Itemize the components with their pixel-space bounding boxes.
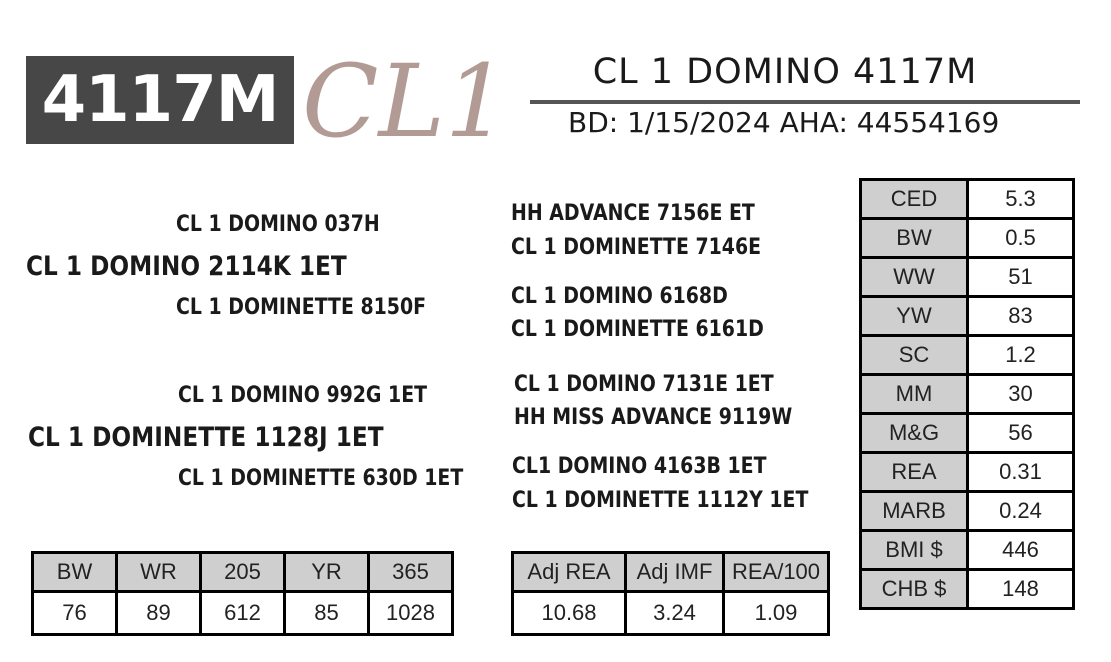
epd-value: 30	[968, 375, 1074, 414]
performance-value-cell: 76	[33, 592, 117, 635]
epd-label: MM	[861, 375, 968, 414]
epd-row	[861, 375, 1074, 414]
performance-header-row	[33, 553, 453, 592]
brand-logo-text: CL1	[302, 43, 509, 160]
carcass-value-row	[513, 592, 829, 635]
pedigree-dsd: HH MISS ADVANCE 9119W	[514, 405, 793, 430]
birth-registration-line: BD: 1/15/2024 AHA: 44554169	[568, 106, 1000, 139]
epd-row	[861, 180, 1074, 219]
epd-row	[861, 531, 1074, 570]
epd-row	[861, 492, 1074, 531]
epd-value: 0.5	[968, 219, 1074, 258]
pedigree-dam-sire: CL 1 DOMINO 992G 1ET	[178, 383, 428, 408]
performance-header-cell: WR	[117, 553, 201, 592]
animal-name: CL 1 DOMINO 4117M	[592, 52, 978, 92]
epd-label: BW	[861, 219, 968, 258]
epd-value: 1.2	[968, 336, 1074, 375]
performance-value-cell: 89	[117, 592, 201, 635]
epd-value: 51	[968, 258, 1074, 297]
carcass-header-cell: Adj IMF	[626, 553, 724, 592]
epd-value: 446	[968, 531, 1074, 570]
epd-row	[861, 336, 1074, 375]
epd-label: CHB $	[861, 570, 968, 609]
epd-label: CED	[861, 180, 968, 219]
pedigree-sire: CL 1 DOMINO 2114K 1ET	[26, 251, 347, 282]
epd-value: 83	[968, 297, 1074, 336]
performance-header-cell: 205	[201, 553, 285, 592]
epd-label: M&G	[861, 414, 968, 453]
epd-label: WW	[861, 258, 968, 297]
performance-header-cell: YR	[285, 553, 369, 592]
performance-table	[31, 551, 454, 636]
epd-value: 5.3	[968, 180, 1074, 219]
pedigree-dam-dam: CL 1 DOMINETTE 630D 1ET	[178, 466, 464, 491]
carcass-value-cell: 3.24	[626, 592, 724, 635]
pedigree-dss: CL 1 DOMINO 7131E 1ET	[514, 372, 774, 397]
header-divider	[530, 100, 1080, 104]
pedigree-sds: CL 1 DOMINO 6168D	[511, 284, 728, 309]
carcass-header-cell: REA/100	[724, 553, 829, 592]
carcass-header-cell: Adj REA	[513, 553, 626, 592]
pedigree-sdd: CL 1 DOMINETTE 6161D	[511, 317, 764, 342]
tag-number-box	[26, 56, 294, 144]
pedigree-dam: CL 1 DOMINETTE 1128J 1ET	[28, 422, 384, 453]
pedigree-ddd: CL 1 DOMINETTE 1112Y 1ET	[512, 488, 809, 513]
tag-number: 4117M	[41, 63, 279, 137]
epd-label: BMI $	[861, 531, 968, 570]
performance-header-cell: BW	[33, 553, 117, 592]
performance-header-cell: 365	[369, 553, 453, 592]
epd-value: 0.24	[968, 492, 1074, 531]
performance-value-cell: 612	[201, 592, 285, 635]
carcass-value-cell: 10.68	[513, 592, 626, 635]
pedigree-sire-sire: CL 1 DOMINO 037H	[176, 212, 380, 237]
epd-value: 0.31	[968, 453, 1074, 492]
performance-value-row	[33, 592, 453, 635]
pedigree-dds: CL1 DOMINO 4163B 1ET	[512, 454, 767, 479]
epd-row	[861, 453, 1074, 492]
pedigree-sire-dam: CL 1 DOMINETTE 8150F	[176, 295, 427, 320]
carcass-header-row	[513, 553, 829, 592]
carcass-table	[511, 551, 830, 636]
epd-row	[861, 570, 1074, 609]
epd-label: MARB	[861, 492, 968, 531]
brand-logo	[296, 30, 536, 160]
pedigree-ssd: CL 1 DOMINETTE 7146E	[511, 235, 762, 260]
epd-label: REA	[861, 453, 968, 492]
performance-value-cell: 85	[285, 592, 369, 635]
epd-value: 148	[968, 570, 1074, 609]
epd-label: SC	[861, 336, 968, 375]
epd-row	[861, 258, 1074, 297]
performance-value-cell: 1028	[369, 592, 453, 635]
epd-table	[859, 178, 1075, 610]
epd-row	[861, 219, 1074, 258]
epd-row	[861, 414, 1074, 453]
epd-row	[861, 297, 1074, 336]
pedigree-sss: HH ADVANCE 7156E ET	[511, 201, 755, 226]
epd-label: YW	[861, 297, 968, 336]
carcass-value-cell: 1.09	[724, 592, 829, 635]
epd-value: 56	[968, 414, 1074, 453]
